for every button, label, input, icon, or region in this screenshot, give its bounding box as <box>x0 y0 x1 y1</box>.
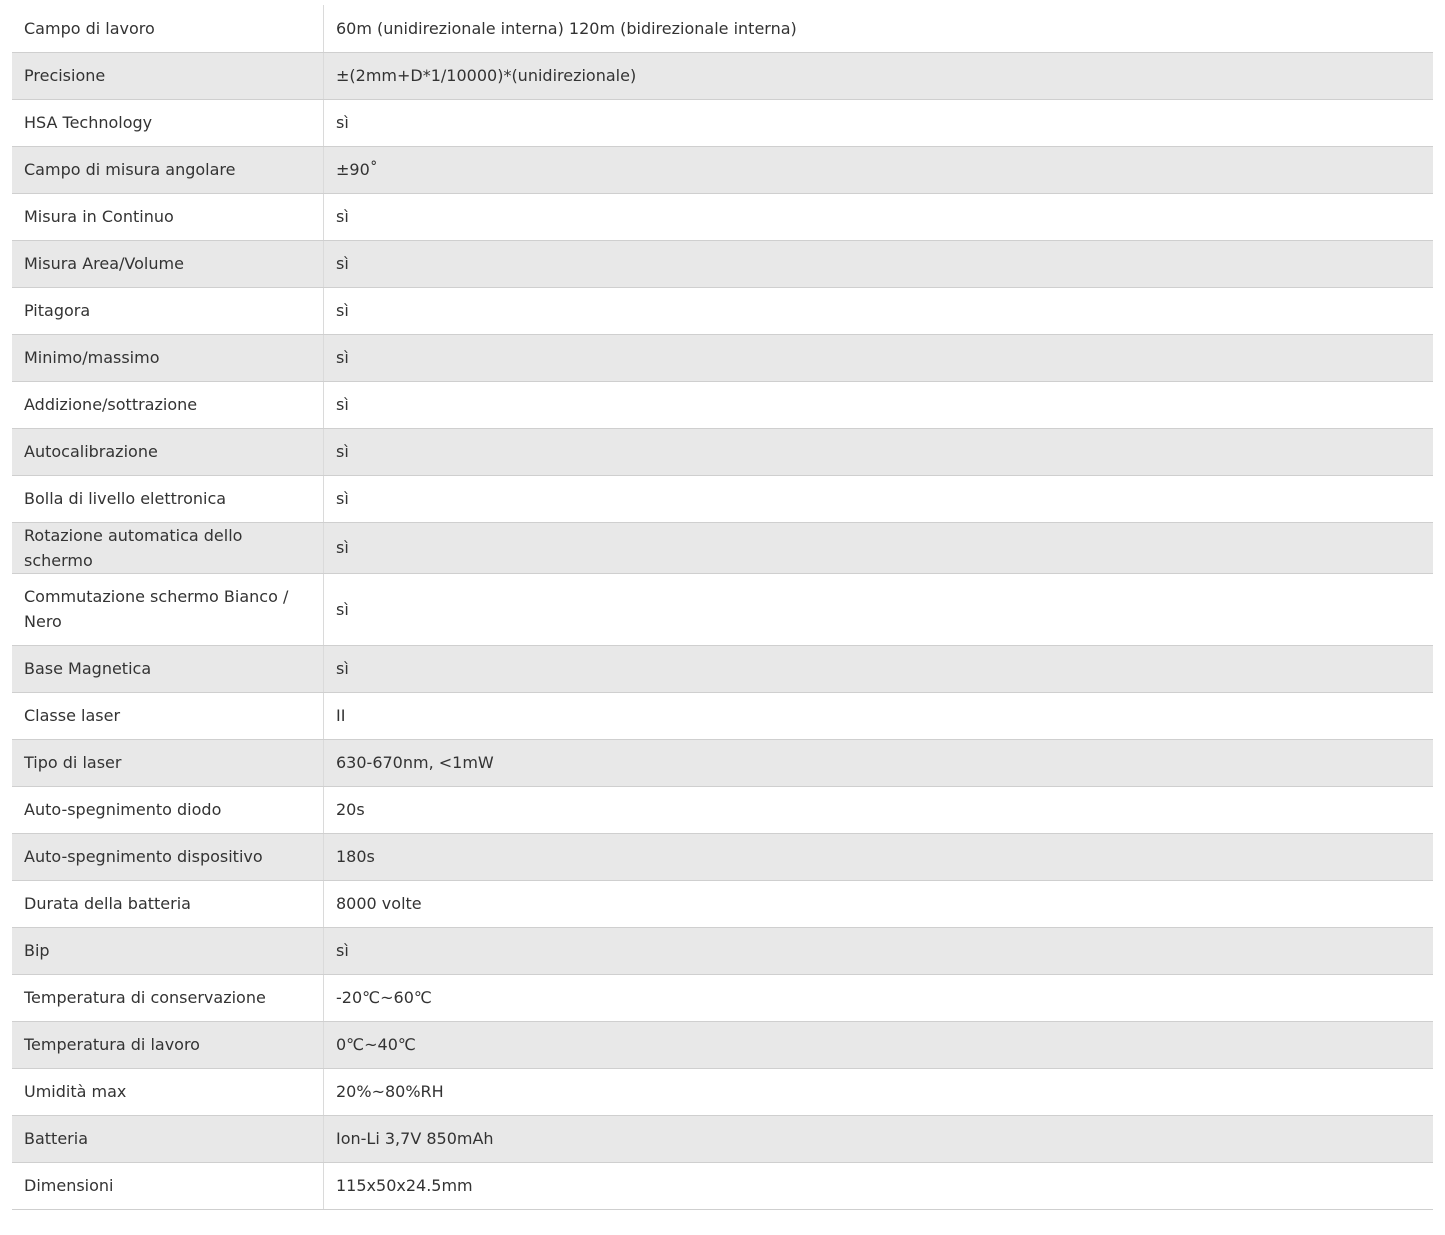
table-row <box>12 99 1433 146</box>
spec-label: Misura in Continuo <box>12 193 324 240</box>
spec-label: Classe laser <box>12 692 324 739</box>
spec-label: Tipo di laser <box>12 739 324 786</box>
spec-label: Auto-spegnimento dispositivo <box>12 833 324 880</box>
spec-label: Batteria <box>12 1115 324 1162</box>
table-row <box>12 5 1433 52</box>
table-row <box>12 786 1433 833</box>
spec-table <box>12 5 1433 1210</box>
spec-value: -20℃~60℃ <box>324 974 1434 1021</box>
spec-value: sì <box>324 381 1434 428</box>
spec-label: Base Magnetica <box>12 645 324 692</box>
spec-value: 20%~80%RH <box>324 1068 1434 1115</box>
spec-value: sì <box>324 645 1434 692</box>
spec-value: 20s <box>324 786 1434 833</box>
table-row <box>12 193 1433 240</box>
table-row <box>12 522 1433 573</box>
spec-label: Bip <box>12 927 324 974</box>
spec-value: sì <box>324 334 1434 381</box>
table-row <box>12 692 1433 739</box>
spec-value: sì <box>324 927 1434 974</box>
table-row <box>12 1162 1433 1209</box>
table-row <box>12 573 1433 645</box>
spec-label: Pitagora <box>12 287 324 334</box>
spec-label: Temperatura di conservazione <box>12 974 324 1021</box>
spec-value: sì <box>324 99 1434 146</box>
spec-label: HSA Technology <box>12 99 324 146</box>
table-row <box>12 287 1433 334</box>
spec-label: Temperatura di lavoro <box>12 1021 324 1068</box>
spec-value: sì <box>324 475 1434 522</box>
spec-value: 180s <box>324 833 1434 880</box>
spec-label: Addizione/sottrazione <box>12 381 324 428</box>
spec-value: 630-670nm, <1mW <box>324 739 1434 786</box>
spec-value: sì <box>324 573 1434 645</box>
table-row <box>12 334 1433 381</box>
spec-value: 8000 volte <box>324 880 1434 927</box>
spec-value: sì <box>324 428 1434 475</box>
spec-value: sì <box>324 240 1434 287</box>
spec-label: Umidità max <box>12 1068 324 1115</box>
spec-value: ±(2mm+D*1/10000)*(unidirezionale) <box>324 52 1434 99</box>
table-row <box>12 645 1433 692</box>
table-row <box>12 927 1433 974</box>
spec-value: sì <box>324 193 1434 240</box>
spec-label: Precisione <box>12 52 324 99</box>
spec-value: sì <box>324 522 1434 573</box>
table-row <box>12 381 1433 428</box>
table-row <box>12 1115 1433 1162</box>
spec-label: Auto-spegnimento diodo <box>12 786 324 833</box>
table-row <box>12 240 1433 287</box>
spec-label: Campo di misura angolare <box>12 146 324 193</box>
spec-value: II <box>324 692 1434 739</box>
spec-label: Bolla di livello elettronica <box>12 475 324 522</box>
spec-value: 115x50x24.5mm <box>324 1162 1434 1209</box>
table-row <box>12 739 1433 786</box>
spec-label: Rotazione automatica dello schermo <box>12 522 324 573</box>
spec-label: Misura Area/Volume <box>12 240 324 287</box>
spec-value: 0℃~40℃ <box>324 1021 1434 1068</box>
table-row <box>12 475 1433 522</box>
table-row <box>12 833 1433 880</box>
spec-value: sì <box>324 287 1434 334</box>
spec-label: Autocalibrazione <box>12 428 324 475</box>
spec-label: Dimensioni <box>12 1162 324 1209</box>
table-row <box>12 974 1433 1021</box>
table-row <box>12 52 1433 99</box>
spec-label: Durata della batteria <box>12 880 324 927</box>
spec-label: Commutazione schermo Bianco / Nero <box>12 573 324 645</box>
spec-label: Campo di lavoro <box>12 5 324 52</box>
table-row <box>12 1021 1433 1068</box>
table-row <box>12 880 1433 927</box>
table-row <box>12 146 1433 193</box>
spec-value: 60m (unidirezionale interna) 120m (bidirezionale interna) <box>324 5 1434 52</box>
spec-value: Ion-Li 3,7V 850mAh <box>324 1115 1434 1162</box>
spec-label: Minimo/massimo <box>12 334 324 381</box>
table-row <box>12 428 1433 475</box>
spec-value: ±90˚ <box>324 146 1434 193</box>
table-row <box>12 1068 1433 1115</box>
